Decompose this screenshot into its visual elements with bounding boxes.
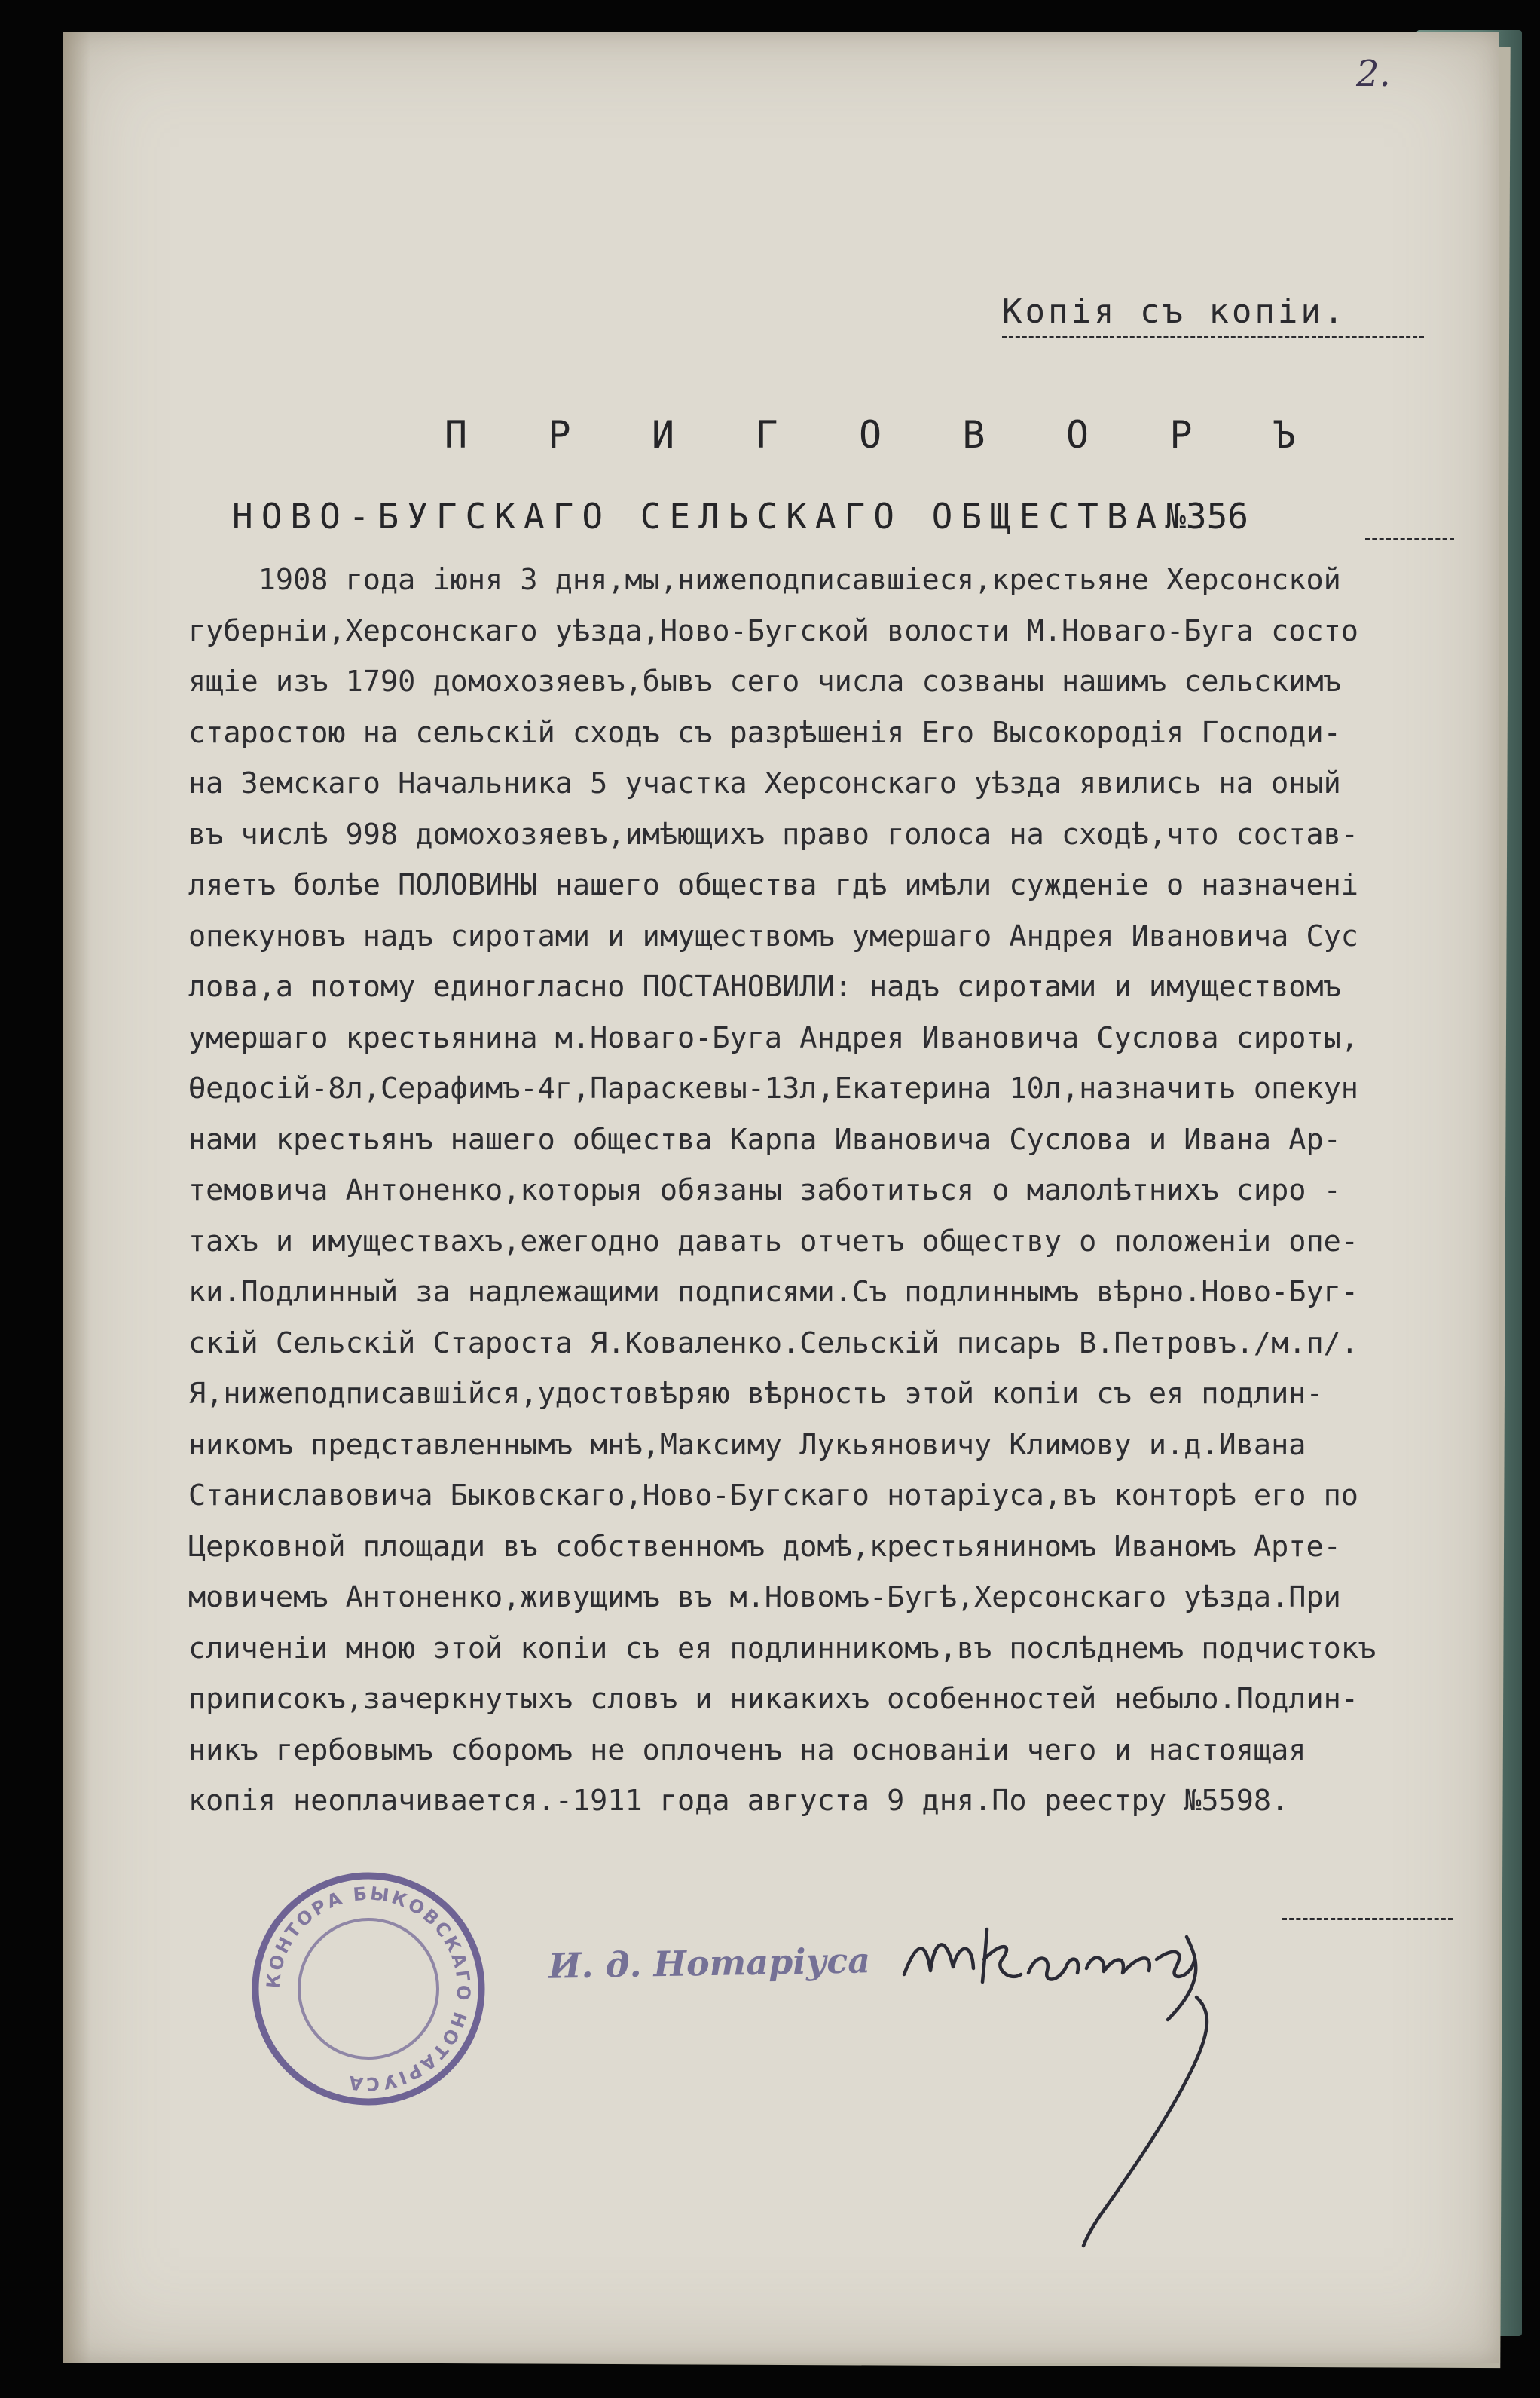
notary-signature [889,1914,1266,2261]
notary-stamp [249,1869,488,2109]
verdict-title-letter: Ъ [1273,413,1296,457]
body-line: умершаго крестьянина м.Новаго-Буга Андрея Ивановича Суслова сироты, [188,1020,1358,1055]
copy-title: Копія съ копіи. [1002,292,1347,331]
sheet-shadow-edge [63,32,90,2363]
verdict-title-letter: Р [548,413,571,457]
svg-text:КОНТОРА БЫКОВСКАГО НОТАРІУСА [263,1883,475,2094]
body-line: сличеніи мною этой копіи съ ея подлинникомъ,въ послѣднемъ подчистокъ [188,1631,1377,1665]
body-line: копія неоплачивается.-1911 года августа 9 дня.По реестру №5598. [188,1784,1289,1818]
body-line: Ѳедосій-8л,Серафимъ-4г,Параскевы-13л,Екатерина 10л,назначить опекун [188,1072,1358,1106]
body-line: скій Сельскій Староста Я.Коваленко.Сельскій писарь В.Петровъ./м.п/. [188,1326,1358,1360]
copy-title-underline [1002,336,1424,338]
body-line: Станиславовича Быковскаго,Ново-Бугскаго нотаріуса,въ конторѣ его по [188,1479,1358,1513]
body-line: въ числѣ 998 домохозяевъ,имѣющихъ право голоса на сходѣ,что состав- [188,817,1358,852]
page-number: 2. [1356,53,1391,95]
body-line: старостою на сельскій сходъ съ разрѣшенія Его Высокородія Господи- [188,715,1341,750]
body-line: 1908 года іюня 3 дня,мы,нижеподписавшіеся,крестьяне Херсонской [188,563,1341,597]
body-line: ляетъ болѣе ПОЛОВИНЫ нашего общества гдѣ имѣли сужденіе о назначені [188,868,1358,902]
verdict-title-letter: О [858,413,882,457]
body-line: тахъ и имуществахъ,ежегодно давать отчетъ обществу о положеніи опе- [188,1224,1358,1259]
verdict-title [445,413,1296,457]
body-line: мовичемъ Антоненко,живущимъ въ м.Новомъ-Бугѣ,Херсонскаго уѣзда.При [188,1580,1341,1614]
community-heading [232,496,1248,537]
body-line: никъ гербовымъ сборомъ не оплоченъ на основаніи чего и настоящая [188,1733,1306,1767]
stamp-text: КОНТОРА БЫКОВСКАГО НОТАРІУСА [262,1883,475,2095]
body-line: темовича Антоненко,которыя обязаны заботиться о малолѣтнихъ сиро - [188,1173,1341,1207]
community-name: НОВО-БУГСКАГО СЕЛЬСКАГО ОБЩЕСТВА [232,496,1166,537]
verdict-title-letter: О [1065,413,1089,457]
verdict-title-letter: Г [755,413,778,457]
register-number-underline [1282,1918,1453,1920]
verdict-title-letter: В [962,413,985,457]
verdict-title-letter: Р [1169,413,1193,457]
body-line: на Земскаго Начальника 5 участка Херсонскаго уѣзда явились на оный [188,766,1341,800]
body-line: никомъ представленнымъ мнѣ,Максиму Лукьяновичу Климову и.д.Ивана [188,1427,1306,1462]
body-line: Я,нижеподписавшійся,удостовѣряю вѣрность этой копіи съ ея подлин- [188,1377,1324,1411]
body-line: Церковной площади въ собственномъ домѣ,крестьяниномъ Иваномъ Арте- [188,1529,1341,1564]
body-line: приписокъ,зачеркнутыхъ словъ и никакихъ особенностей небыло.Подлин- [188,1682,1358,1716]
body-line: ки.Подлинный за надлежащими подписями.Съ подлиннымъ вѣрно.Ново-Буг- [188,1275,1358,1309]
body-line: губерніи,Херсонскаго уѣзда,Ново-Бугской волости М.Новаго-Буга состо [188,613,1358,648]
verdict-title-letter: И [651,413,675,457]
community-number: №356 [1165,496,1248,537]
body-line: лова,а потому единогласно ПОСТАНОВИЛИ: надъ сиротами и имуществомъ [188,970,1341,1004]
body-line: нами крестьянъ нашего общества Карпа Ивановича Суслова и Ивана Ар- [188,1122,1341,1157]
body-line: опекуновъ надъ сиротами и имуществомъ умершаго Андрея Ивановича Сус [188,919,1358,953]
verdict-title-letter: П [445,413,468,457]
notary-label: И. д. Нотаріуса [548,1940,871,1987]
community-number-underline [1365,538,1454,540]
body-line: ящіе изъ 1790 домохозяевъ,бывъ сего числа созваны нашимъ сельскимъ [188,665,1341,699]
body-text [188,555,1462,1827]
